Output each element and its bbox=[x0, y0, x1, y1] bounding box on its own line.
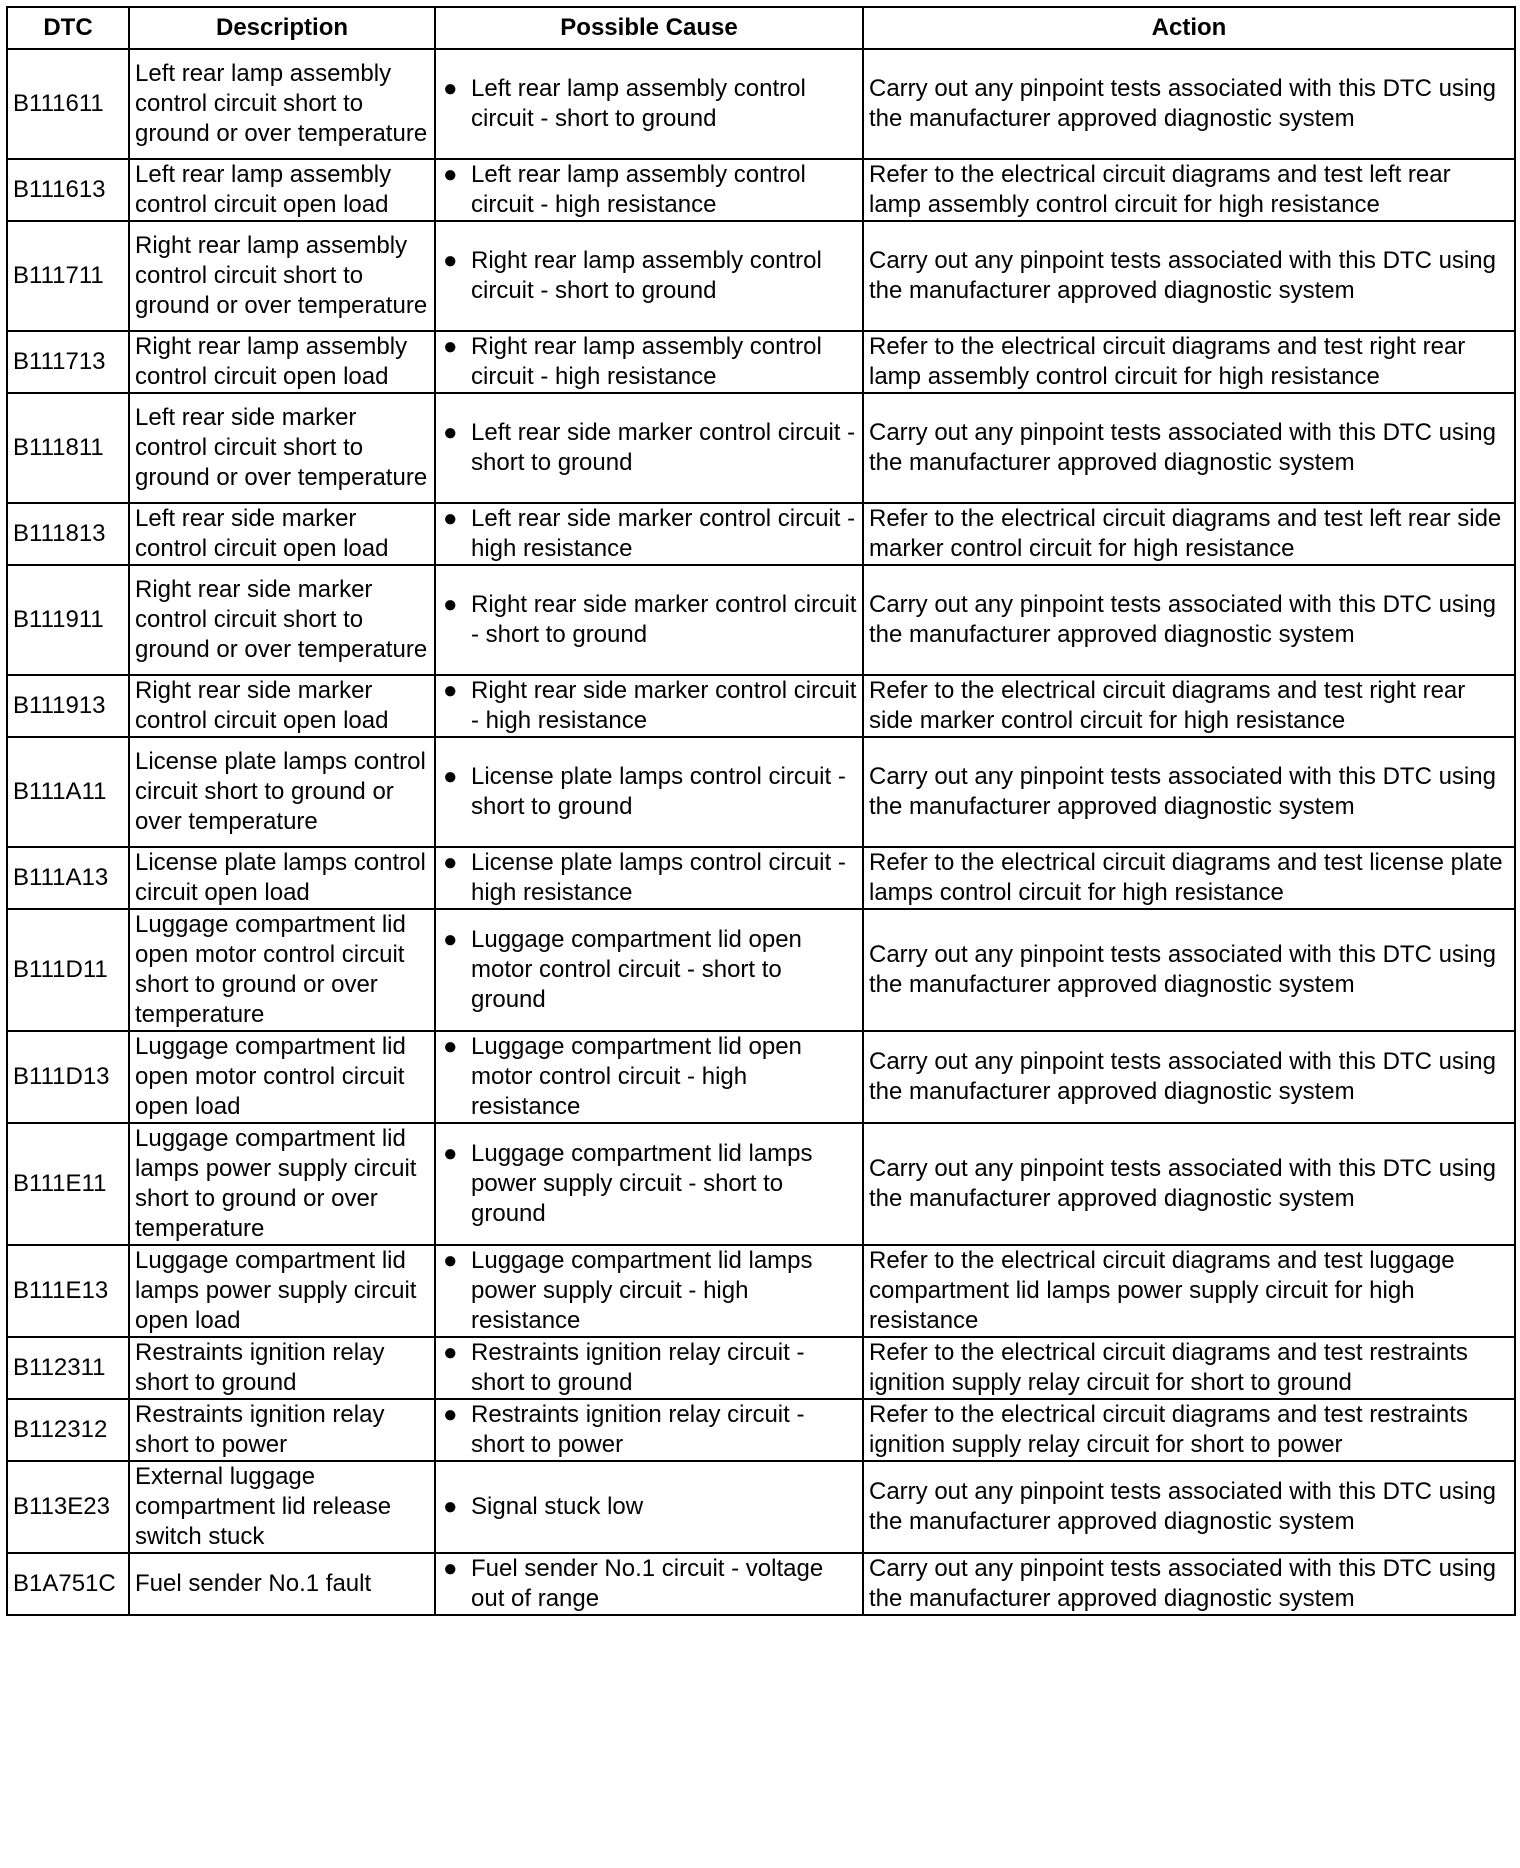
action-cell: Refer to the electrical circuit diagrams and test license plate lamps control circuit for high resistance bbox=[863, 847, 1515, 909]
possible-cause-cell bbox=[435, 503, 863, 565]
bullet-icon: ● bbox=[443, 1493, 458, 1520]
possible-cause-text: Left rear lamp assembly control circuit - high resistance bbox=[471, 161, 806, 218]
dtc-code: B112311 bbox=[7, 1337, 129, 1399]
dtc-code: B111D13 bbox=[7, 1031, 129, 1123]
cause-bullet-item bbox=[441, 676, 857, 736]
bullet-icon: ● bbox=[443, 1555, 458, 1582]
dtc-code: B111713 bbox=[7, 331, 129, 393]
dtc-code: B1A751C bbox=[7, 1553, 129, 1615]
action-cell: Carry out any pinpoint tests associated with this DTC using the manufacturer approved diagnostic system bbox=[863, 1123, 1515, 1245]
dtc-description: Restraints ignition relay short to ground bbox=[129, 1337, 435, 1399]
cause-bullet-item bbox=[441, 74, 857, 134]
dtc-description: Right rear side marker control circuit short to ground or over temperature bbox=[129, 565, 435, 675]
possible-cause-text: Luggage compartment lid open motor control circuit - high resistance bbox=[471, 1033, 802, 1120]
possible-cause-text: Right rear side marker control circuit - short to ground bbox=[471, 591, 857, 648]
action-cell: Refer to the electrical circuit diagrams and test restraints ignition supply relay circuit for short to ground bbox=[863, 1337, 1515, 1399]
dtc-code: B111711 bbox=[7, 221, 129, 331]
cause-bullet-item bbox=[441, 762, 857, 822]
possible-cause-cell bbox=[435, 565, 863, 675]
table-row bbox=[7, 1337, 1515, 1399]
dtc-description: Restraints ignition relay short to power bbox=[129, 1399, 435, 1461]
dtc-code: B111613 bbox=[7, 159, 129, 221]
dtc-description: Luggage compartment lid lamps power supply circuit short to ground or over temperature bbox=[129, 1123, 435, 1245]
table-row bbox=[7, 393, 1515, 503]
possible-cause-cell bbox=[435, 331, 863, 393]
possible-cause-cell bbox=[435, 737, 863, 847]
table-row bbox=[7, 675, 1515, 737]
cause-bullet-item bbox=[441, 1139, 857, 1229]
action-cell: Refer to the electrical circuit diagrams and test left rear side marker control circuit for high resistance bbox=[863, 503, 1515, 565]
dtc-code: B111813 bbox=[7, 503, 129, 565]
dtc-description: Luggage compartment lid open motor control circuit short to ground or over temperature bbox=[129, 909, 435, 1031]
table-row bbox=[7, 1123, 1515, 1245]
possible-cause-text: License plate lamps control circuit - short to ground bbox=[471, 763, 846, 820]
cause-bullet-item bbox=[441, 504, 857, 564]
possible-cause-text: Luggage compartment lid lamps power supply circuit - high resistance bbox=[471, 1247, 813, 1334]
dtc-code: B111E13 bbox=[7, 1245, 129, 1337]
possible-cause-cell bbox=[435, 49, 863, 159]
header-possible-cause: Possible Cause bbox=[435, 7, 863, 49]
cause-bullet-item bbox=[441, 332, 857, 392]
cause-bullet-item bbox=[441, 1032, 857, 1122]
dtc-code: B111611 bbox=[7, 49, 129, 159]
table-row bbox=[7, 737, 1515, 847]
table-row bbox=[7, 503, 1515, 565]
table-header-row bbox=[7, 7, 1515, 49]
bullet-icon: ● bbox=[443, 161, 458, 188]
cause-bullet-item bbox=[441, 1338, 857, 1398]
table-row bbox=[7, 1461, 1515, 1553]
action-cell: Carry out any pinpoint tests associated with this DTC using the manufacturer approved diagnostic system bbox=[863, 1031, 1515, 1123]
possible-cause-text: Right rear lamp assembly control circuit - short to ground bbox=[471, 247, 822, 304]
header-action: Action bbox=[863, 7, 1515, 49]
dtc-code: B111D11 bbox=[7, 909, 129, 1031]
bullet-icon: ● bbox=[443, 1401, 458, 1428]
possible-cause-text: Right rear side marker control circuit - high resistance bbox=[471, 677, 857, 734]
dtc-code: B111A11 bbox=[7, 737, 129, 847]
possible-cause-cell bbox=[435, 1031, 863, 1123]
possible-cause-cell bbox=[435, 1245, 863, 1337]
action-cell: Carry out any pinpoint tests associated with this DTC using the manufacturer approved diagnostic system bbox=[863, 221, 1515, 331]
table-row bbox=[7, 159, 1515, 221]
bullet-icon: ● bbox=[443, 419, 458, 446]
cause-bullet-item bbox=[441, 925, 857, 1015]
bullet-icon: ● bbox=[443, 1247, 458, 1274]
dtc-code: B111A13 bbox=[7, 847, 129, 909]
bullet-icon: ● bbox=[443, 505, 458, 532]
table-row bbox=[7, 1031, 1515, 1123]
cause-bullet-item bbox=[441, 160, 857, 220]
bullet-icon: ● bbox=[443, 926, 458, 953]
dtc-description: Fuel sender No.1 fault bbox=[129, 1553, 435, 1615]
possible-cause-text: Restraints ignition relay circuit - short to power bbox=[471, 1401, 805, 1458]
possible-cause-text: Luggage compartment lid open motor control circuit - short to ground bbox=[471, 926, 802, 1013]
dtc-description: Right rear lamp assembly control circuit short to ground or over temperature bbox=[129, 221, 435, 331]
cause-bullet-item bbox=[441, 1554, 857, 1614]
dtc-description: Left rear lamp assembly control circuit open load bbox=[129, 159, 435, 221]
dtc-code: B111E11 bbox=[7, 1123, 129, 1245]
table-row bbox=[7, 331, 1515, 393]
bullet-icon: ● bbox=[443, 763, 458, 790]
possible-cause-cell bbox=[435, 909, 863, 1031]
possible-cause-cell bbox=[435, 1123, 863, 1245]
dtc-description: Luggage compartment lid lamps power supply circuit open load bbox=[129, 1245, 435, 1337]
possible-cause-cell bbox=[435, 393, 863, 503]
bullet-icon: ● bbox=[443, 1033, 458, 1060]
possible-cause-text: Signal stuck low bbox=[471, 1493, 644, 1520]
action-cell: Refer to the electrical circuit diagrams and test right rear side marker control circuit for high resistance bbox=[863, 675, 1515, 737]
possible-cause-text: Luggage compartment lid lamps power supply circuit - short to ground bbox=[471, 1140, 813, 1227]
dtc-code: B111913 bbox=[7, 675, 129, 737]
possible-cause-text: Left rear side marker control circuit - high resistance bbox=[471, 505, 856, 562]
dtc-table bbox=[6, 6, 1516, 1616]
possible-cause-cell bbox=[435, 159, 863, 221]
dtc-description: License plate lamps control circuit open load bbox=[129, 847, 435, 909]
possible-cause-text: License plate lamps control circuit - high resistance bbox=[471, 849, 846, 906]
cause-bullet-item bbox=[441, 418, 857, 478]
dtc-code: B113E23 bbox=[7, 1461, 129, 1553]
bullet-icon: ● bbox=[443, 75, 458, 102]
possible-cause-text: Left rear lamp assembly control circuit - short to ground bbox=[471, 75, 806, 132]
possible-cause-text: Right rear lamp assembly control circuit - high resistance bbox=[471, 333, 822, 390]
header-description: Description bbox=[129, 7, 435, 49]
possible-cause-cell bbox=[435, 1461, 863, 1553]
dtc-description: External luggage compartment lid release switch stuck bbox=[129, 1461, 435, 1553]
possible-cause-text: Restraints ignition relay circuit - short to ground bbox=[471, 1339, 805, 1396]
cause-bullet-item bbox=[441, 246, 857, 306]
dtc-description: Left rear side marker control circuit short to ground or over temperature bbox=[129, 393, 435, 503]
table-row bbox=[7, 49, 1515, 159]
cause-bullet-item bbox=[441, 1492, 857, 1522]
action-cell: Carry out any pinpoint tests associated with this DTC using the manufacturer approved diagnostic system bbox=[863, 565, 1515, 675]
possible-cause-cell bbox=[435, 1553, 863, 1615]
cause-bullet-item bbox=[441, 1400, 857, 1460]
bullet-icon: ● bbox=[443, 591, 458, 618]
action-cell: Carry out any pinpoint tests associated with this DTC using the manufacturer approved diagnostic system bbox=[863, 909, 1515, 1031]
dtc-code: B111911 bbox=[7, 565, 129, 675]
bullet-icon: ● bbox=[443, 247, 458, 274]
action-cell: Refer to the electrical circuit diagrams and test right rear lamp assembly control circuit for high resistance bbox=[863, 331, 1515, 393]
action-cell: Carry out any pinpoint tests associated with this DTC using the manufacturer approved diagnostic system bbox=[863, 737, 1515, 847]
dtc-description: Left rear lamp assembly control circuit short to ground or over temperature bbox=[129, 49, 435, 159]
bullet-icon: ● bbox=[443, 677, 458, 704]
table-row bbox=[7, 909, 1515, 1031]
possible-cause-cell bbox=[435, 675, 863, 737]
dtc-code: B111811 bbox=[7, 393, 129, 503]
possible-cause-cell bbox=[435, 1399, 863, 1461]
cause-bullet-item bbox=[441, 1246, 857, 1336]
bullet-icon: ● bbox=[443, 849, 458, 876]
action-cell: Refer to the electrical circuit diagrams and test left rear lamp assembly control circuit for high resistance bbox=[863, 159, 1515, 221]
bullet-icon: ● bbox=[443, 1339, 458, 1366]
table-row bbox=[7, 221, 1515, 331]
possible-cause-cell bbox=[435, 221, 863, 331]
dtc-description: Right rear lamp assembly control circuit open load bbox=[129, 331, 435, 393]
table-row bbox=[7, 1245, 1515, 1337]
action-cell: Carry out any pinpoint tests associated with this DTC using the manufacturer approved diagnostic system bbox=[863, 1553, 1515, 1615]
dtc-code: B112312 bbox=[7, 1399, 129, 1461]
possible-cause-cell bbox=[435, 847, 863, 909]
dtc-description: License plate lamps control circuit short to ground or over temperature bbox=[129, 737, 435, 847]
possible-cause-text: Left rear side marker control circuit - short to ground bbox=[471, 419, 856, 476]
header-dtc: DTC bbox=[7, 7, 129, 49]
action-cell: Carry out any pinpoint tests associated with this DTC using the manufacturer approved diagnostic system bbox=[863, 49, 1515, 159]
bullet-icon: ● bbox=[443, 1140, 458, 1167]
table-body bbox=[7, 49, 1515, 1615]
possible-cause-cell bbox=[435, 1337, 863, 1399]
action-cell: Carry out any pinpoint tests associated with this DTC using the manufacturer approved diagnostic system bbox=[863, 393, 1515, 503]
table-row bbox=[7, 1399, 1515, 1461]
dtc-description: Luggage compartment lid open motor control circuit open load bbox=[129, 1031, 435, 1123]
action-cell: Carry out any pinpoint tests associated with this DTC using the manufacturer approved diagnostic system bbox=[863, 1461, 1515, 1553]
possible-cause-text: Fuel sender No.1 circuit - voltage out of range bbox=[471, 1555, 824, 1612]
bullet-icon: ● bbox=[443, 333, 458, 360]
cause-bullet-item bbox=[441, 848, 857, 908]
dtc-description: Right rear side marker control circuit open load bbox=[129, 675, 435, 737]
cause-bullet-item bbox=[441, 590, 857, 650]
dtc-description: Left rear side marker control circuit open load bbox=[129, 503, 435, 565]
table-row bbox=[7, 565, 1515, 675]
table-row bbox=[7, 1553, 1515, 1615]
table-row bbox=[7, 847, 1515, 909]
action-cell: Refer to the electrical circuit diagrams and test restraints ignition supply relay circuit for short to power bbox=[863, 1399, 1515, 1461]
action-cell: Refer to the electrical circuit diagrams and test luggage compartment lid lamps power supply circuit for high resistance bbox=[863, 1245, 1515, 1337]
